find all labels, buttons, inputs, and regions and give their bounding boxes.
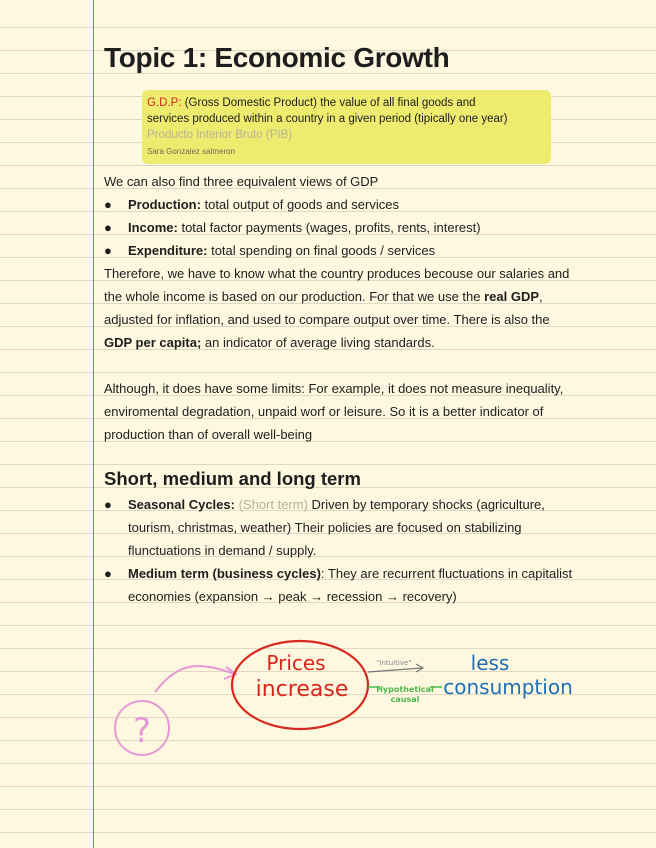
text: , <box>539 289 543 304</box>
view-income <box>128 220 481 235</box>
paragraph-1-line-1: Therefore, we have to know what the country produces becouse our salaries and <box>104 266 570 281</box>
paragraph-2-line-2: enviromental degradation, unpaid worf or leisure. So it is a better indicator of <box>104 404 544 419</box>
bullet-dot: ● <box>104 566 112 581</box>
bullet-dot: ● <box>104 243 112 258</box>
definition-line-1 <box>147 95 551 111</box>
consumption-label: consumption <box>443 675 573 699</box>
gdp-definition-1: (Gross Domestic Product) the value of all final goods and <box>184 97 476 109</box>
bullet-dot: ● <box>104 497 112 512</box>
paragraph-1-line-2 <box>104 289 543 304</box>
paragraph-2-line-1: Although, it does have some limits: For example, it does not measure inequality, <box>104 381 564 396</box>
seasonal-cycles-line-1 <box>128 497 545 512</box>
bullet-dot: ● <box>104 220 112 235</box>
text: an indicator of average living standards. <box>201 335 435 350</box>
intuitive-label: "intuitive" <box>376 659 412 667</box>
gdp-per-capita-term: GDP per capita; <box>104 335 202 350</box>
view-text: total spending on final goods / services <box>211 243 436 258</box>
gdp-definition-2: services produced within a country in a given period (tipically one year) <box>147 113 508 125</box>
section-title: Short, medium and long term <box>104 468 361 489</box>
text: the whole income is based on our production. For that we use the <box>104 289 485 304</box>
paragraph-1-line-4 <box>104 335 435 350</box>
gdp-definition-highlight <box>142 90 551 164</box>
page-title: Topic 1: Economic Growth <box>104 42 450 73</box>
gdp-translation: Producto Interior Bruto (PIB) <box>147 129 293 141</box>
bullet-dot: ● <box>104 197 112 212</box>
medium-term-line-2: economies (expansion → peak → recession → recovery) <box>128 589 457 604</box>
medium-term: Medium term (business cycles) <box>128 566 321 581</box>
seasonal-cycles-line-3: flunctuations in demand / supply. <box>128 543 317 558</box>
hypothetical-label: Hypothetical <box>376 685 434 694</box>
prices-label: Prices <box>266 651 326 675</box>
view-text: total output of goods and services <box>204 197 399 212</box>
view-expenditure <box>128 243 435 258</box>
author-name: Sara Gonzalez salmeron <box>147 147 236 156</box>
intro-text: We can also find three equivalent views of GDP <box>104 174 379 189</box>
text: Driven by temporary shocks (agriculture, <box>307 497 545 512</box>
view-text: total factor payments (wages, profits, rents, interest) <box>181 220 481 235</box>
intuitive-arrow <box>368 668 422 672</box>
view-production <box>128 197 399 212</box>
real-gdp-term: real GDP <box>484 289 540 304</box>
short-term-tag: (Short term) <box>238 497 308 512</box>
medium-term-line-1 <box>128 566 572 581</box>
text: : They are recurrent fluctuations in capitalist <box>320 566 573 581</box>
view-term: Production: <box>128 197 201 212</box>
seasonal-cycles-line-2: tourism, christmas, weather) Their policies are focused on stabilizing <box>128 520 522 535</box>
causal-label: causal <box>390 695 420 704</box>
margin-line <box>93 0 94 848</box>
seasonal-term: Seasonal Cycles: <box>128 497 235 512</box>
less-label: less <box>470 651 510 675</box>
increase-label: increase <box>255 677 349 702</box>
paragraph-2-line-3: production than of overall well-being <box>104 427 313 442</box>
pink-arrow <box>155 666 235 692</box>
paragraph-1-line-3: adjusted for inflation, and used to compare output over time. There is also the <box>104 312 550 327</box>
view-term: Expenditure: <box>128 243 208 258</box>
question-mark: ? <box>132 711 152 751</box>
view-term: Income: <box>128 220 178 235</box>
gdp-term: G.D.P: <box>147 97 182 109</box>
handwritten-sketch <box>100 630 590 770</box>
